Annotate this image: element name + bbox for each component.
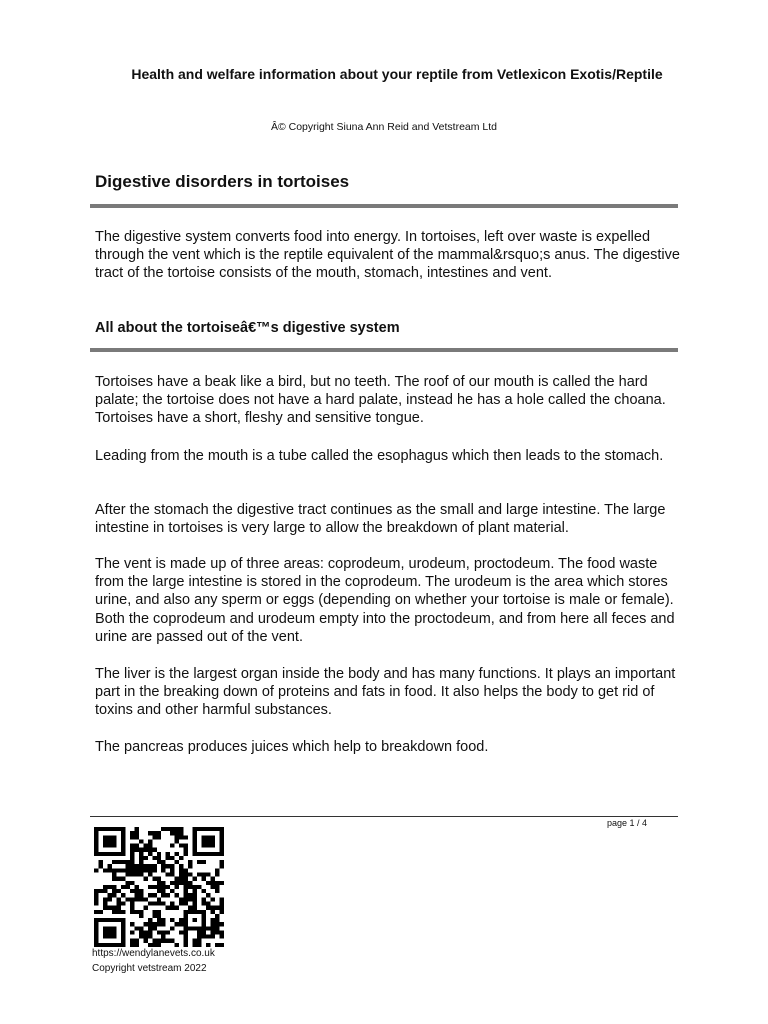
body-paragraph: The liver is the largest organ inside the body and has many functions. It plays an important part in the breaking down of proteins and fats in food. It also helps the body to get rid of toxins and other harmful substances. (95, 666, 676, 719)
body-paragraph: After the stomach the digestive tract continues as the small and large intestine. The large intestine in tortoises is very large to allow the breakdown of plant material. (95, 502, 666, 537)
body-paragraph: The pancreas produces juices which help to breakdown food. (95, 739, 489, 755)
header-copyright: Â© Copyright Siuna Ann Reid and Vetstream Ltd (270, 121, 498, 133)
footer-copyright: Copyright vetstream 2022 (92, 963, 207, 974)
document-header: Health and welfare information about your reptile from Vetlexicon Exotis/Reptile (131, 66, 663, 82)
page-title: Digestive disorders in tortoises (95, 172, 350, 191)
intro-paragraph: The digestive system converts food into energy. In tortoises, left over waste is expelled through the vent which is the reptile equivalent of the mammal&rsquo;s anus. The digestive tract of the tortoise consists of the mouth, stomach, intestines and vent. (95, 229, 680, 282)
body-paragraph: Tortoises have a beak like a bird, but no teeth. The roof of our mouth is called the hard palate; the tortoise does not have a hard palate, instead he has a hole called the choana. Tortoises have a short, fleshy and sensitive tongue. (95, 374, 666, 427)
body-paragraph: The vent is made up of three areas: coprodeum, urodeum, proctodeum. The food waste from the large intestine is stored in the coprodeum. The urodeum is the area which stores urine, and also any sperm or eggs (depending on whether your tortoise is male or female). Both the coprodeum and urodeum empty into the proctodeum, and from here all feces and urine are passed out of the vent. (95, 556, 675, 645)
section-heading: All about the tortoiseâ€™s digestive system (95, 320, 400, 336)
page-number: page 1 / 4 (607, 818, 648, 828)
title-divider (90, 204, 678, 208)
qr-code-icon[interactable] (94, 827, 224, 947)
footer-url[interactable]: https://wendylanevets.co.uk (92, 948, 215, 959)
section-divider (90, 348, 678, 352)
body-paragraph: Leading from the mouth is a tube called the esophagus which then leads to the stomach. (95, 448, 664, 464)
footer-divider (90, 816, 678, 817)
